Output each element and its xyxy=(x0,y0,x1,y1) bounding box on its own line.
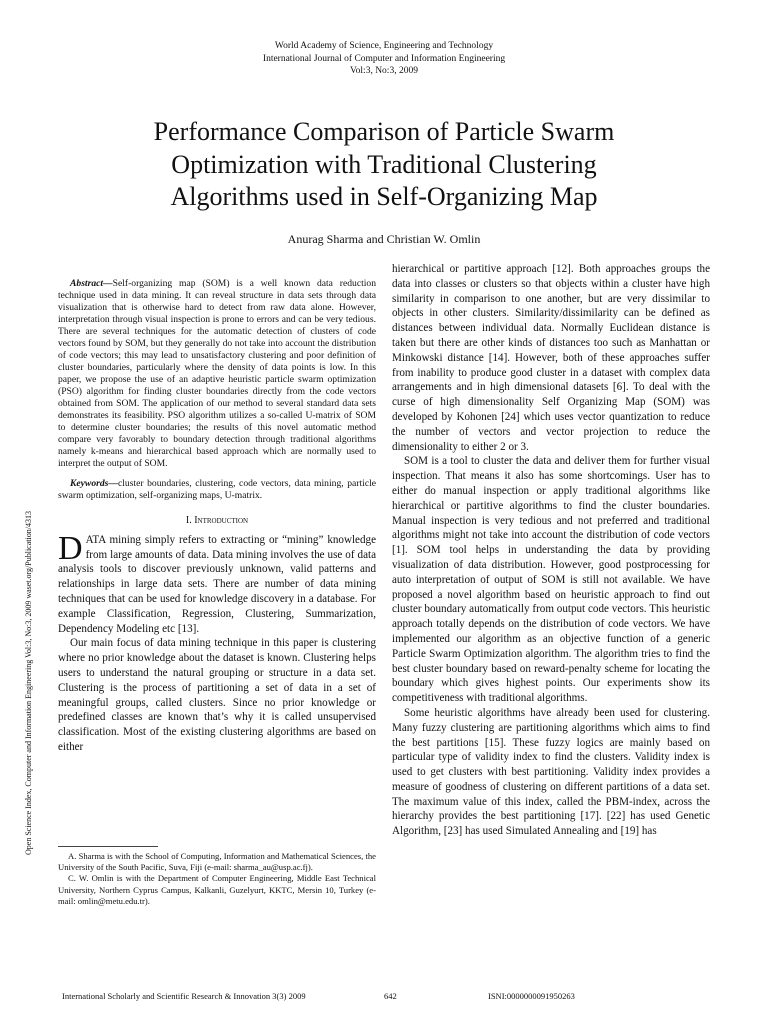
intro-paragraph-1 xyxy=(58,529,376,637)
footer-page-number: 642 xyxy=(384,991,397,1001)
header-line-1: World Academy of Science, Engineering and Technology xyxy=(274,41,494,51)
section-number: I. xyxy=(185,515,192,526)
title-line-2: Optimization with Traditional Clustering xyxy=(171,149,597,179)
keywords xyxy=(58,478,376,502)
keywords-lead: Keywords— xyxy=(70,478,118,489)
footer-publisher: International Scholarly and Scientific Research & Innovation 3(3) 2009 xyxy=(62,991,306,1001)
right-column xyxy=(392,262,710,839)
abstract-text: Self-organizing map (SOM) is a well known data reduction technique used in data mining. It can reveal structure in data sets through data visualization that is otherwise hard to detect from raw data alone. However, interpretation through visual inspection is prone to errors and can be very tedious. There are several techniques for the automatic detection of clusters of code vectors found by SOM, but they generally do not take into account the distribution of code vectors; this may lead to unsatisfactory clustering and poor definition of cluster boundaries, particularly where the density of data points is low. In this paper, we propose the use of an adaptive heuristic particle swarm optimization (PSO) algorithm for finding cluster boundaries directly from the code vectors obtained from SOM. The application of our method to several standard data sets demonstrates its feasibility. PSO algorithm utilizes a so-called U-matrix of SOM to determine cluster boundaries; the results of this novel automatic method compare very favorably to boundary detection through traditional algorithms namely k-means and hierarchical based approach which are normally used to interpret the output of SOM. xyxy=(58,278,376,469)
intro-p1-text: ATA mining simply refers to extracting or “mining” knowledge from large amounts of data. Data mining involves the use of data analysis tools to discover previously unknown, valid patterns and relationships in large data sets. There are number of data mining techniques that can be used for knowledge discovery in a database. For example Classification, Regression, Clustering, Summarization, Dependency Modeling etc [13]. xyxy=(58,533,376,635)
footer-isni: ISNI:0000000091950263 xyxy=(488,991,575,1001)
drop-cap: D xyxy=(58,529,83,567)
left-column xyxy=(58,262,376,755)
header-line-2: International Journal of Computer and Information Engineering xyxy=(262,53,506,64)
right-paragraph-1: hierarchical or partitive approach [12]. Both approaches groups the data into classes or clusters so that objects within a cluster have high similarity in comparison to one another, but are very dissimilar to objects in other clusters. Similarity/dissimilarity can be defined as distances between individual data. Normally Euclidean distance is taken but there are other kinds of distances too such as Manhattan or Minkowski distance [14]. However, both of these approaches suffer from inability to produce good cluster in a dataset with complex data arrangements and in high dimensional datasets [6]. To deal with the curse of high dimensionality Self Organizing Map (SOM) was developed by Kohonen [24] which uses vector quantization to reduce the number of vectors and vector projection to reduce the dimensionality to either 2 or 3. xyxy=(392,263,710,453)
header-line-3: Vol:3, No:3, 2009 xyxy=(350,66,418,76)
abstract xyxy=(58,278,376,470)
side-citation: Open Science Index, Computer and Information Engineering Vol:3, No:3, 2009 waset.org/Publication/4313 xyxy=(24,511,33,855)
intro-paragraph-2: Our main focus of data mining technique in this paper is clustering where no prior knowledge about the dataset is known. Clustering helps users to understand the natural grouping or structure in a data set. Clustering is the process of partitioning a set of data in a set of meaningful groups, called clusters. Since no prior knowledge or predefined classes are known that’s why it is called unsupervised classification. Most of the existing clustering algorithms are based on either xyxy=(58,637,376,753)
title-line-1: Performance Comparison of Particle Swarm xyxy=(153,117,615,146)
abstract-lead: Abstract— xyxy=(70,278,113,289)
authors: Anurag Sharma and Christian W. Omlin xyxy=(287,232,481,246)
footnotes xyxy=(58,846,376,907)
right-paragraph-2: SOM is a tool to cluster the data and deliver them for further visual inspection. That means it also has some shortcomings. User has to either do manual inspection or apply traditional algorithms like hierarchical or partitive algorithms to find the cluster boundaries. Manual inspection is very tedious and not preferred and traditional algorithms might not take into account the distribution of code vectors [1]. SOM tool helps in understanding the data by providing visualization of data distribution. However, good postprocessing for auto interpretation of output of SOM is still not available. We have proposed a novel algorithm based on heuristic approach to find out cluster boundary automatically from output code vectors. This heuristic approach totally depends on the distribution of code vectors. We have implemented our algorithm as an objective function of a generic Particle Swarm Optimization algorithm. The algorithm tries to find the best cluster boundary based on reward-penalty scheme for locating the boundary which gives highest points. Our experiments show its competitiveness with traditional algorithms. xyxy=(392,455,710,705)
section-heading xyxy=(58,514,376,529)
right-paragraph-3: Some heuristic algorithms have already been used for clustering. Many fuzzy clustering are partitioning algorithms which aims to find the best partitions [15]. These fuzzy logics are mainly based on particular type of validity index to find the clusters. Validity index is used to get clusters with best partitioning. Validity index provides a measure of goodness of clustering on different partitions of a data set. The maximum value of this index, called the PBM-index, across the hierarchy provides the best partitioning [17]. [22] has used Genetic Algorithm, [23] has used Simulated Annealing and [19] has xyxy=(392,706,710,838)
paper-title xyxy=(40,116,728,214)
section-title: Introduction xyxy=(194,515,249,526)
title-line-3: Algorithms used in Self-Organizing Map xyxy=(170,182,598,211)
keywords-text: cluster boundaries, clustering, code vectors, data mining, particle swarm optimization, self-organizing maps, U-matrix. xyxy=(58,478,376,501)
footnote-rule xyxy=(58,846,158,847)
footnote-2: C. W. Omlin is with the Department of Computer Engineering, Middle East Technical University, Northern Cyprus Campus, Kalkanli, Guzelyurt, KKTC, Mersin 10, Turkey (e-mail: omlin@metu.edu.tr). xyxy=(58,873,376,906)
journal-header xyxy=(0,40,768,78)
footnote-1: A. Sharma is with the School of Computing, Information and Mathematical Sciences, the University of the South Pacific, Suva, Fiji (e-mail: sharma_au@usp.ac.fj). xyxy=(58,851,376,873)
